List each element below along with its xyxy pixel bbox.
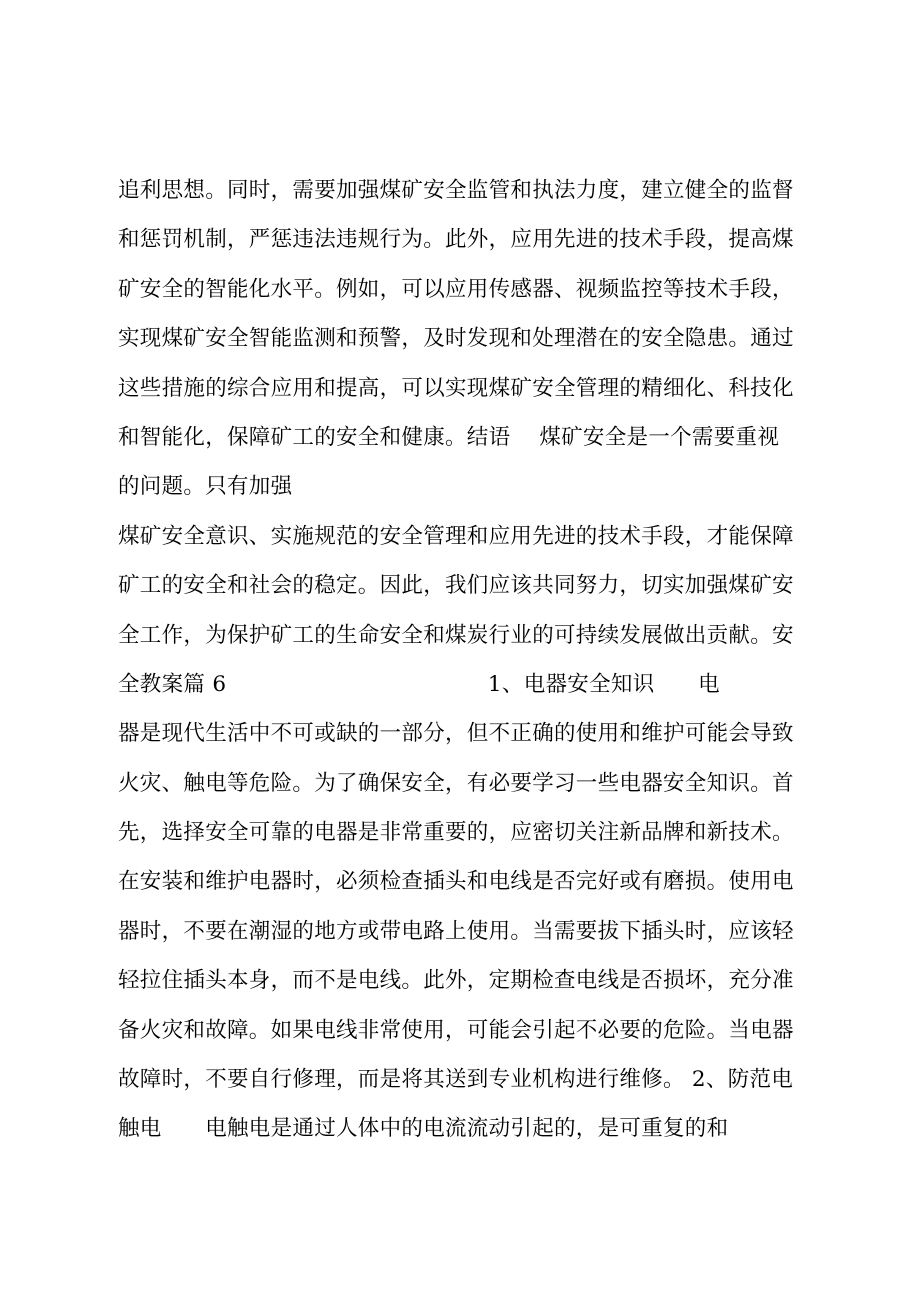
text-line-4: 实现煤矿安全智能监测和预警，及时发现和处理潜在的安全隐患。通过 [118, 326, 794, 352]
text-line-6: 和智能化，保障矿工的安全和健康。结语 煤矿安全是一个需要重视 [118, 424, 780, 450]
text-line-7: 的问题。只有加强 [118, 474, 293, 500]
text-line-1: 追利思想。同时，需要加强煤矿安全监管和执法力度，建立健全的监督 [118, 178, 794, 203]
text-line-16: 器时，不要在潮湿的地方或带电路上使用。当需要拔下插头时，应该轻 [118, 918, 794, 944]
body-text [118, 166, 838, 1154]
text-line-5: 这些措施的综合应用和提高，可以实现煤矿安全管理的精细化、科技化 [118, 375, 794, 401]
text-line-9: 矿工的安全和社会的稳定。因此，我们应该共同努力，切实加强煤矿安 [118, 573, 794, 599]
text-line-18: 备火灾和故障。如果电线非常使用，可能会引起不必要的危险。当电器 [118, 1017, 794, 1043]
text-line-14: 先，选择安全可靠的电器是非常重要的，应密切关注新品牌和新技术。 [118, 820, 794, 846]
text-line-13: 火灾、触电等危险。为了确保安全，有必要学习一些电器安全知识。首 [118, 770, 794, 796]
text-line-11: 全教案篇 6 1、电器安全知识 电 [118, 671, 720, 697]
text-line-3: 矿安全的智能化水平。例如，可以应用传感器、视频监控等技术手段， [118, 276, 794, 302]
text-line-17: 轻拉住插头本身，而不是电线。此外，定期检查电线是否损坏，充分准 [118, 968, 794, 994]
text-line-10: 全工作，为保护矿工的生命安全和煤炭行业的可持续发展做出贡献。安 [118, 622, 794, 648]
text-line-19: 故障时，不要自行修理，而是将其送到专业机构进行维修。 2、防范电 [118, 1067, 794, 1093]
text-line-20: 触电 电触电是通过人体中的电流流动引起的，是可重复的和 [118, 1116, 729, 1142]
text-line-12: 器是现代生活中不可或缺的一部分，但不正确的使用和维护可能会导致 [118, 721, 794, 747]
text-line-15: 在安装和维护电器时，必须检查插头和电线是否完好或有磨损。使用电 [118, 869, 794, 895]
text-line-8: 煤矿安全意识、实施规范的安全管理和应用先进的技术手段，才能保障 [118, 523, 794, 549]
text-line-2: 和惩罚机制，严惩违法违规行为。此外，应用先进的技术手段，提高煤 [118, 227, 794, 253]
